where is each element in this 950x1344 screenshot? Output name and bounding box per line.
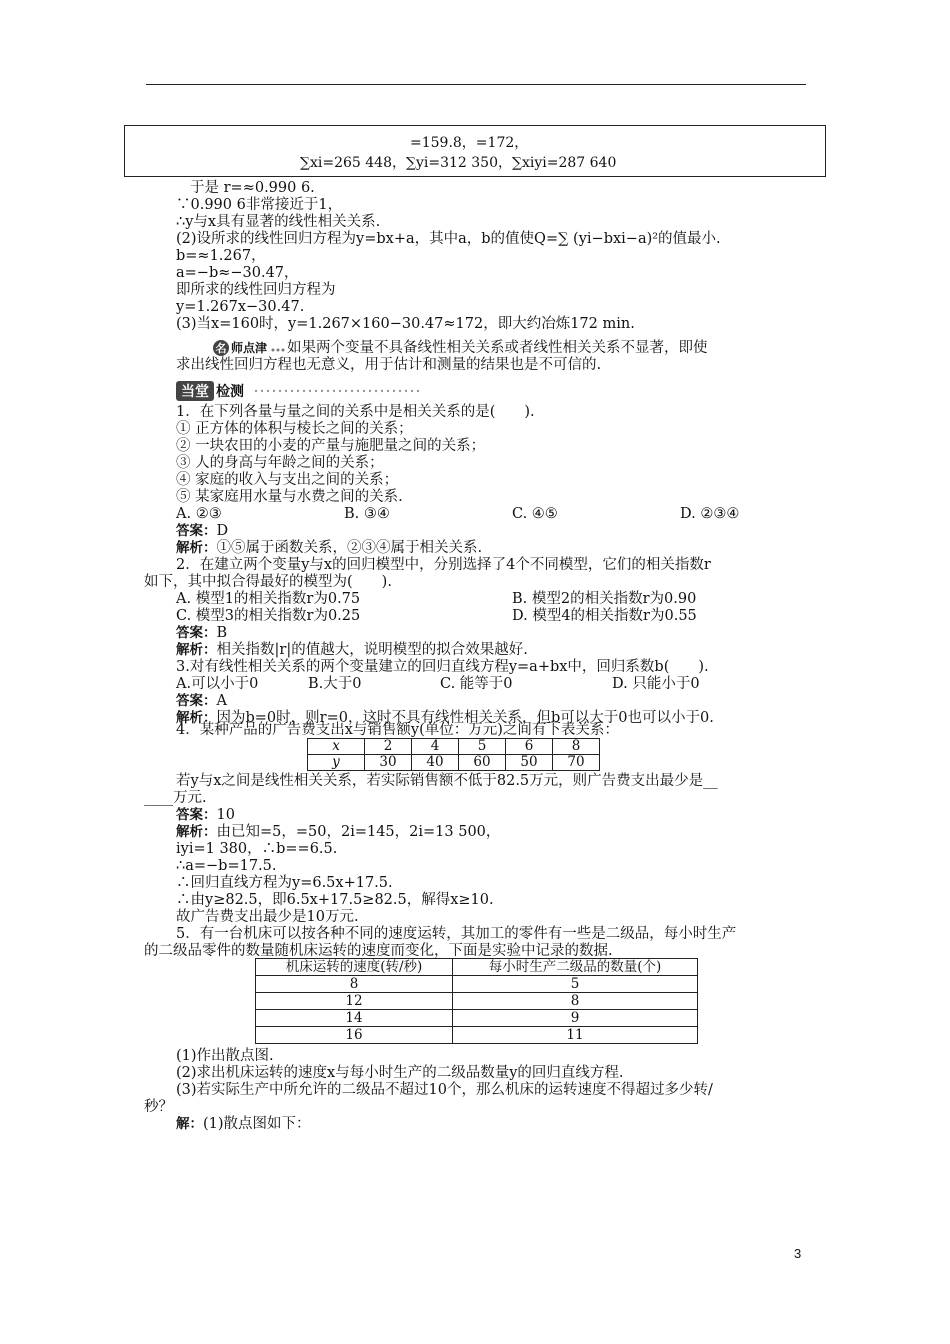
text-line: 如果两个变量不具备线性相关关系或者线性相关关系不显著，即使 [287,340,708,356]
text-line: (2)设所求的线性回归方程为y=bx+a，其中a，b的值使Q=∑ (yi−bxi−a)²的值最小. [176,231,721,247]
text-line: ∴y与x具有显著的线性相关关系. [176,214,381,230]
table-header-row [256,959,698,976]
analysis-label: 解析： [176,710,217,726]
table-row [256,993,698,1010]
svg-text:师点津: 师点津 [231,341,268,355]
text-line: (3)当x=160时，y=1.267×160−30.47≈172，即大约冶炼172 min. [176,316,635,332]
answer-value: A [216,693,227,709]
q4-analysis [176,824,500,841]
table-cell: 5 [453,976,698,993]
solution-text: (1)散点图如下： [203,1116,311,1132]
q1-item: ① 正方体的体积与棱长之间的关系； [176,421,413,437]
table-cell: 16 [256,1027,453,1044]
mingshi-badge-icon [213,339,285,357]
q3-option-b: B.大于0 [308,676,362,692]
table-cell: 8 [453,993,698,1010]
q1-item: ② 一块农田的小麦的产量与施肥量之间的关系； [176,438,486,454]
q4-stem: 4．某种产品的广告费支出x与销售额y(单位：万元)之间有下表关系： [176,722,619,738]
answer-label: 答案： [176,807,217,823]
analysis-text: 因为b=0时，则r=0，这时不具有线性相关关系，但b可以大于0也可以小于0. [216,710,714,726]
q2-option-b: B. 模型2的相关指数r为0.90 [512,591,697,607]
table-row [308,739,600,755]
q4-answer [176,807,235,824]
table-cell: 60 [459,755,506,771]
q1-option-b: B. ③④ [344,506,390,522]
table-cell: 2 [365,739,412,755]
table-cell: 50 [506,755,553,771]
q1-item: ④ 家庭的收入与支出之间的关系； [176,472,399,488]
page-number: 3 [794,1246,802,1261]
q1-item: ③ 人的身高与年龄之间的关系； [176,455,384,471]
analysis-label: 解析： [176,824,217,840]
analysis-text: 相关指数|r|的值越大，说明模型的拟合效果越好. [216,642,528,658]
q1-stem: 1．在下列各量与量之间的关系中是相关关系的是( ). [176,404,535,420]
q4-text: 若y与x之间是线性相关关系，若实际销售额不低于82.5万元，则广告费支出最少是__ [176,773,718,789]
q5-solution [176,1116,311,1133]
q4-data-table [307,738,600,771]
q3-option-c: C. 能等于0 [440,676,513,692]
text-line: a=−b≈−30.47， [176,265,299,281]
q2-option-a: A. 模型1的相关指数r为0.75 [176,591,361,607]
q5-stem: 5．有一台机床可以按各种不同的速度运转，其加工的零件有一些是二级品，每小时生产 [176,926,737,942]
analysis-text: ①⑤属于函数关系，②③④属于相关关系. [216,540,483,556]
q4-step: 故广告费支出最少是10万元. [176,909,359,925]
solution-label: 解： [176,1116,203,1132]
table-cell: 8 [553,739,600,755]
table-cell: 40 [412,755,459,771]
q3-option-a: A.可以小于0 [176,676,259,692]
q1-item: ⑤ 某家庭用水量与水费之间的关系. [176,489,403,505]
table-cell: 11 [453,1027,698,1044]
q4-step: iyi=1 380，∴b==6.5. [176,841,338,857]
q1-analysis [176,540,482,557]
answer-label: 答案： [176,693,217,709]
table-header: 每小时生产二级品的数量(个) [453,959,698,976]
answer-value: D [216,523,229,539]
table-row [256,1010,698,1027]
q1-option-a: A. ②③ [176,506,222,522]
q2-stem: 2．在建立两个变量y与x的回归模型中，分别选择了4个不同模型，它们的相关指数r [176,557,711,573]
q4-text: ____万元. [144,790,207,806]
table-cell: 4 [412,739,459,755]
analysis-text: 由已知=5，=50，2i=145，2i=13 500， [216,824,501,840]
q5-stem: 的二级品零件的数量随机床运转的速度而变化，下面是实验中记录的数据. [144,943,613,959]
text-line: ∵0.990 6非常接近于1， [176,197,343,213]
q1-option-d: D. ②③④ [680,506,740,522]
table-cell: 6 [506,739,553,755]
q5-part: (3)若实际生产中所允许的二级品不超过10个，那么机床的运转速度不得超过多少转/ [176,1082,713,1098]
q2-option-c: C. 模型3的相关指数r为0.25 [176,608,361,624]
header-rule [146,84,806,85]
analysis-label: 解析： [176,642,217,658]
table-row [256,976,698,993]
table-cell: x [308,739,365,755]
table-cell: 8 [256,976,453,993]
table-cell: y [308,755,365,771]
table-cell: 5 [459,739,506,755]
table-cell: 30 [365,755,412,771]
answer-label: 答案： [176,523,217,539]
q4-step: ∴a=−b=17.5. [176,858,277,874]
svg-text:检测: 检测 [216,384,244,400]
box-line-1: =159.8，=172， [410,135,529,151]
text-line: 于是 r=≈0.990 6. [190,180,315,196]
analysis-label: 解析： [176,540,217,556]
table-row [256,1027,698,1044]
svg-text:当堂: 当堂 [181,384,209,400]
q3-stem: 3.对有线性相关关系的两个变量建立的回归直线方程y=a+bx中，回归系数b( ). [176,659,709,675]
table-cell: 12 [256,993,453,1010]
text-line: 即所求的线性回归方程为 [176,282,336,298]
table-row [308,755,600,771]
text-line: b=≈1.267， [176,248,266,264]
q5-data-table [255,958,698,1044]
text-line: 求出线性回归方程也无意义，用于估计和测量的结果也是不可信的. [176,357,602,373]
q4-step: ∴由y≥82.5，即6.5x+17.5≥82.5，解得x≥10. [176,892,494,908]
q2-analysis [176,642,528,659]
table-header: 机床运转的速度(转/秒) [256,959,453,976]
q5-part: (2)求出机床运转的速度x与每小时生产的二级品数量y的回归直线方程. [176,1065,624,1081]
q5-part: 秒？ [144,1099,173,1115]
table-cell: 14 [256,1010,453,1027]
q2-option-d: D. 模型4的相关指数r为0.55 [512,608,697,624]
q1-option-c: C. ④⑤ [512,506,558,522]
summary-box [124,125,826,177]
svg-text:名: 名 [215,342,227,355]
q4-step: ∴回归直线方程为y=6.5x+17.5. [176,875,393,891]
q1-answer [176,523,228,540]
text-line: y=1.267x−30.47. [176,299,305,315]
answer-value: 10 [216,807,235,823]
q5-part: (1)作出散点图. [176,1048,274,1064]
box-line-2: ∑xi=265 448，∑yi=312 350，∑xiyi=287 640 [300,155,617,171]
table-cell: 9 [453,1010,698,1027]
table-cell: 70 [553,755,600,771]
dangtang-jiance-icon [176,380,426,402]
q3-answer [176,693,227,710]
q2-stem: 如下，其中拟合得最好的模型为( ). [144,574,392,590]
answer-value: B [216,625,228,641]
q3-option-d: D. 只能小于0 [612,676,700,692]
answer-label: 答案： [176,625,217,641]
q2-answer [176,625,227,642]
